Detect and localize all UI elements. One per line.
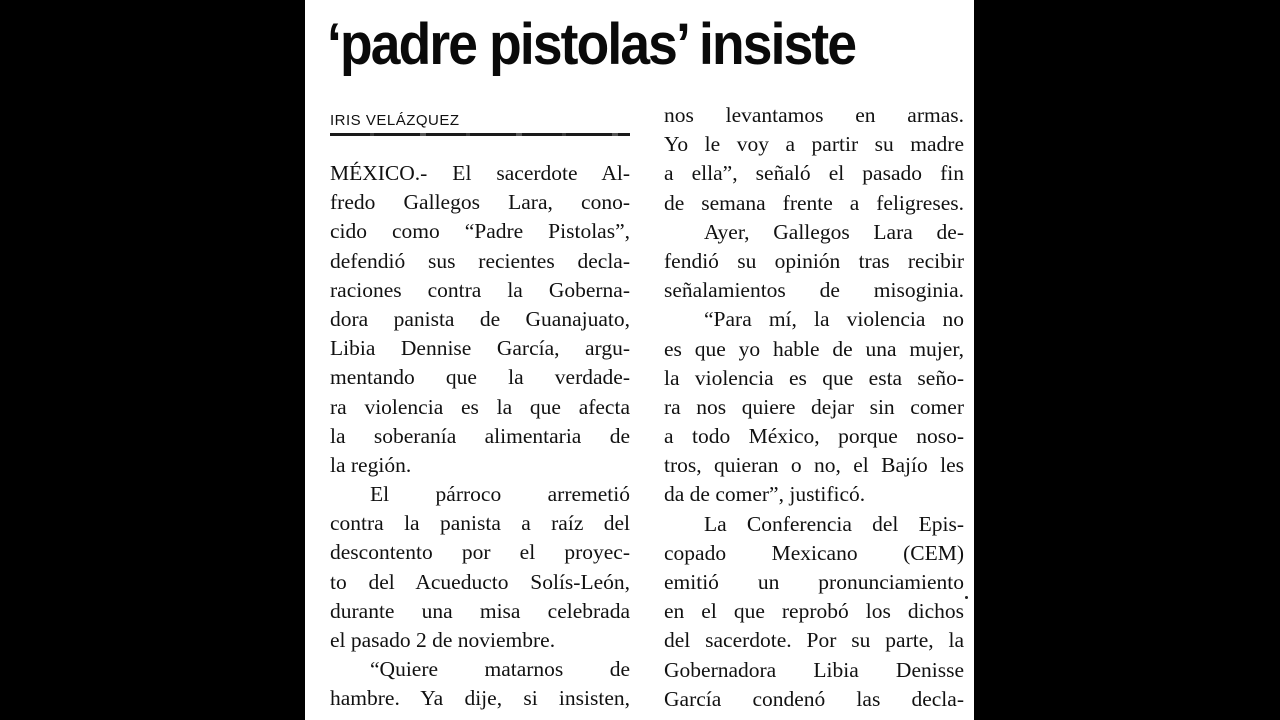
newspaper-clipping xyxy=(305,0,974,720)
article-line: tros, quieran o no, el Bajío les xyxy=(664,453,964,478)
article-line: es que yo hable de una mujer, xyxy=(664,336,964,361)
article-line: dora panista de Guanajuato, xyxy=(330,306,630,331)
article-line: cido como “Padre Pistolas”, xyxy=(330,219,630,244)
print-speck xyxy=(965,596,968,599)
article-line: del sacerdote. Por su parte, la xyxy=(664,628,964,653)
byline-rule xyxy=(330,133,630,136)
article-line: hambre. Ya dije, si insisten, xyxy=(330,686,630,711)
article-line: el pasado 2 de noviembre. xyxy=(330,628,556,652)
article-line: Ayer, Gallegos Lara de- xyxy=(704,219,964,244)
article-line: la violencia es que esta seño- xyxy=(664,365,964,390)
article-line: “Para mí, la violencia no xyxy=(704,307,964,332)
article-line: en el que reprobó los dichos xyxy=(664,599,964,624)
article-line: emitió un pronunciamiento xyxy=(664,570,964,594)
article-line: El párroco arremetió xyxy=(370,482,630,507)
article-line: contra la panista a raíz del xyxy=(330,511,630,536)
article-line: Gobernadora Libia Denisse xyxy=(664,657,964,682)
article-line: durante una misa celebrada xyxy=(330,598,630,623)
article-line: a ella”, señaló el pasado fin xyxy=(664,161,964,186)
article-line: to del Acueducto Solís-León, xyxy=(330,569,630,594)
article-column-right xyxy=(664,101,964,714)
article-line: nos levantamos en armas. xyxy=(664,103,964,127)
article-line: da de comer”, justificó. xyxy=(664,482,866,507)
byline: IRIS VELÁZQUEZ xyxy=(330,112,460,129)
article-line: La Conferencia del Epis- xyxy=(704,511,964,536)
article-line: señalamientos de misoginia. xyxy=(664,278,964,303)
article-line: ra nos quiere dejar sin comer xyxy=(664,394,964,419)
article-line: copado Mexicano (CEM) xyxy=(664,540,964,565)
article-line: descontento por el proyec- xyxy=(330,540,630,565)
article-line: Libia Dennise García, argu- xyxy=(330,336,630,361)
article-line: “Quiere matarnos de xyxy=(370,657,630,682)
article-line: ra violencia es la que afecta xyxy=(330,394,630,419)
article-line: la región. xyxy=(330,452,412,477)
article-line: MÉXICO.- El sacerdote Al- xyxy=(330,161,630,185)
article-line: defendió sus recientes decla- xyxy=(330,248,630,273)
article-line: García condenó las decla- xyxy=(664,686,964,711)
article-line: mentando que la verdade- xyxy=(330,365,630,390)
article-line: Yo le voy a partir su madre xyxy=(664,132,964,157)
article-line: fredo Gallegos Lara, cono- xyxy=(330,190,630,215)
article-line: la soberanía alimentaria de xyxy=(330,423,630,448)
headline: ‘padre pistolas’ insiste xyxy=(327,12,856,77)
article-line: fendió su opinión tras recibir xyxy=(664,248,964,273)
article-line: raciones contra la Goberna- xyxy=(330,277,630,302)
article-column-left xyxy=(330,159,630,714)
article-line: a todo México, porque noso- xyxy=(664,424,964,449)
article-line: de semana frente a feligreses. xyxy=(664,190,964,215)
